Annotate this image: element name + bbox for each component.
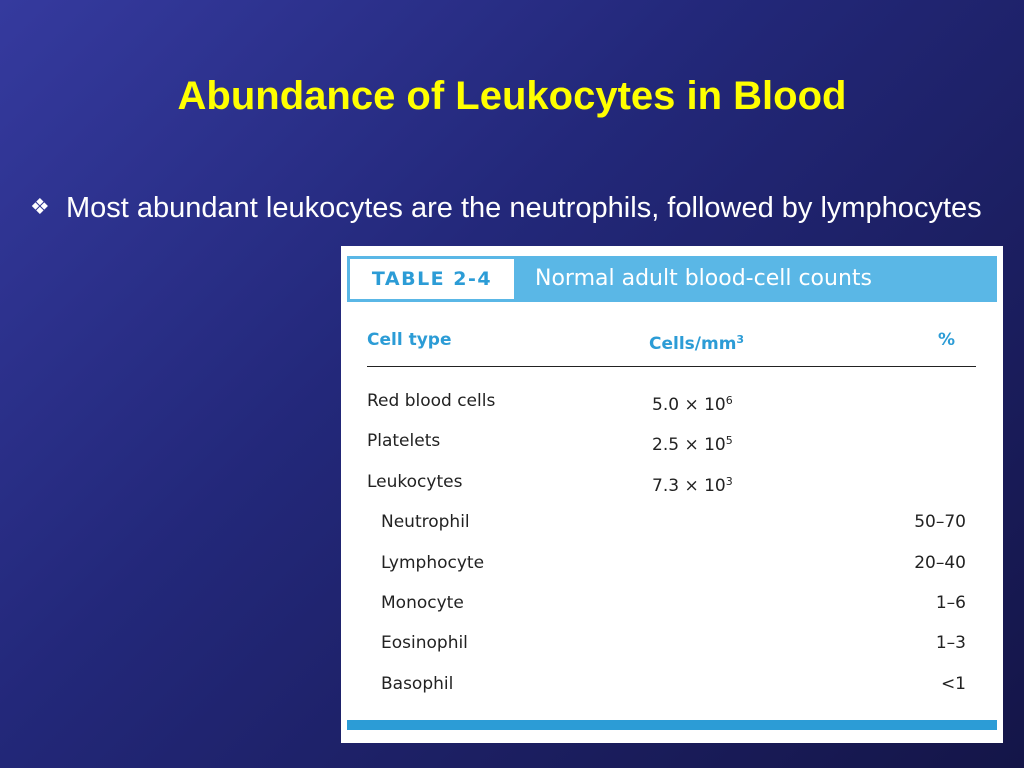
table-row [341,386,1003,416]
cell-percent: 1–6 [935,593,966,613]
blood-cell-table [341,246,1003,743]
cell-percent: 50–70 [914,512,966,532]
table-row [341,507,1003,537]
cell-count: $2.5 \times 10^5$ [652,434,733,455]
table-row [341,426,1003,456]
column-header-cells-base: Cells/mm [649,334,737,354]
table-number-label: TABLE 2-4 [350,259,514,299]
table-bottom-bar [347,720,997,730]
cell-count: $5.0 \times 10^6$ [652,394,733,415]
table-row [341,669,1003,699]
cell-count: $7.3 \times 10^3$ [652,475,733,496]
cell-percent: 1–3 [935,633,966,653]
cell-type: Red blood cells [367,391,496,411]
slide-title: Abundance of Leukocytes in Blood [177,74,847,118]
column-header-cells-exponent: 3 [736,333,745,346]
column-header-cell-type: Cell type [367,330,452,350]
cell-type: Leukocytes [367,472,463,492]
column-header-cells-per-mm3 [649,328,744,356]
table-header-bar [347,256,997,302]
cell-type: Neutrophil [381,512,470,532]
table-row [341,588,1003,618]
table-row [341,628,1003,658]
bullet-text: Most abundant leukocytes are the neutrophils, followed by lymphocytes [66,192,982,224]
cell-type: Lymphocyte [381,553,485,573]
column-header-percent: % [937,330,955,350]
header-divider [367,366,976,367]
cell-type: Basophil [381,674,454,694]
table-row [341,467,1003,497]
cell-type: Eosinophil [381,633,468,653]
cell-percent: 20–40 [914,553,966,573]
cell-type: Monocyte [381,593,464,613]
diamond-bullet-icon: ❖ [30,195,50,220]
bullet-point [30,190,990,226]
table-caption: Normal adult blood-cell counts [535,266,872,291]
table-row [341,548,1003,578]
cell-type: Platelets [367,431,441,451]
cell-percent: <1 [940,674,966,694]
